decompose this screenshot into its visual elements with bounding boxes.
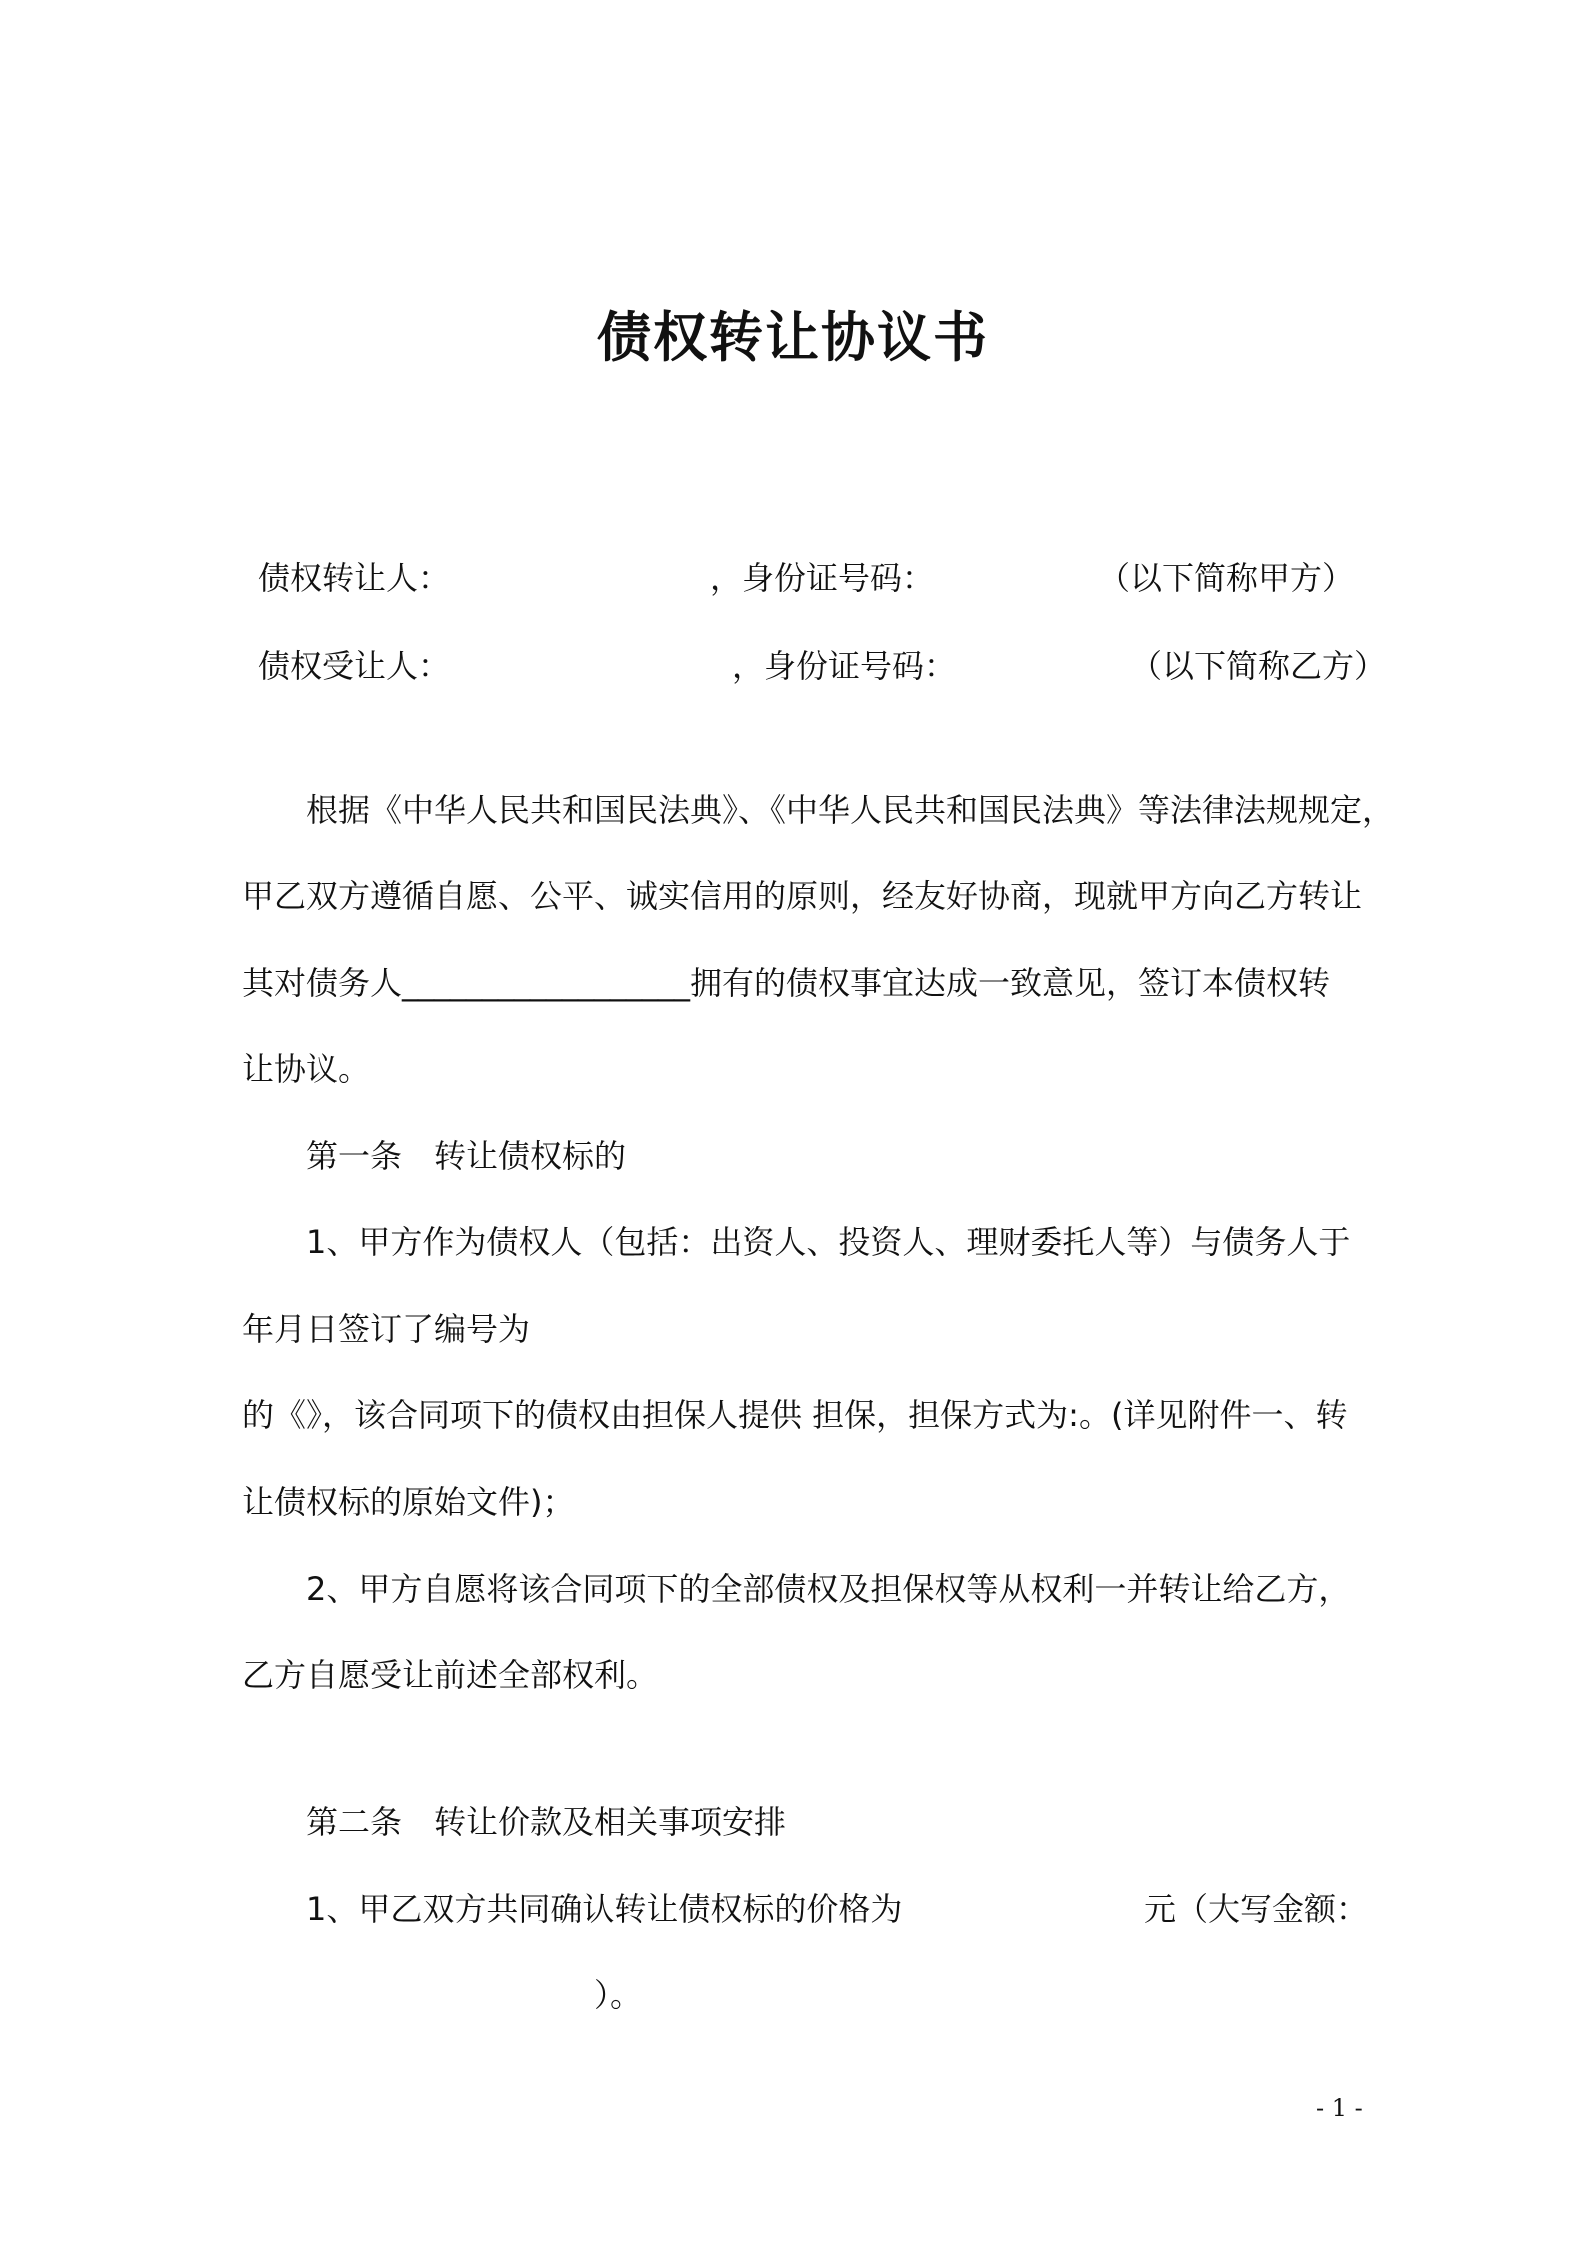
transferor-line <box>0 555 1586 601</box>
article2-clause1-left: 1、甲乙双方共同确认转让债权标的价格为 <box>306 1890 903 1928</box>
preamble-line-4: 让协议。 <box>242 1050 371 1088</box>
transferor-alias: （以下简称甲方） <box>1098 559 1355 597</box>
preamble-line-2: 甲乙双方遵循自愿、公平、诚实信用的原则，经友好协商，现就甲方向乙方转让 <box>242 877 1363 915</box>
article1-clause1-line-2: 年月日签订了编号为 <box>242 1310 531 1348</box>
transferee-line <box>0 643 1586 689</box>
article1-clause1-line-1: 1、甲方作为债权人（包括：出资人、投资人、理财委托人等）与债务人于 <box>306 1223 1351 1261</box>
transferee-id-label: ，身份证号码： <box>732 647 957 685</box>
article2-clause1-line <box>0 1886 1586 1932</box>
preamble-line-1: 根据《中华人民共和国民法典》、《中华人民共和国民法典》等法律法规规定， <box>306 791 1395 829</box>
article1-clause1-line-3: 的《》，该合同项下的债权由担保人提供 担保，担保方式为:。(详见附件一、转 <box>242 1396 1348 1434</box>
article1-clause2-line-1: 2、甲方自愿将该合同项下的全部债权及担保权等从权利一并转让给乙方， <box>306 1570 1351 1608</box>
page-number: - 1 - <box>1316 2094 1363 2122</box>
article2-clause1-end: ）。 <box>594 1976 643 2014</box>
article1-clause1-line-4: 让债权标的原始文件)； <box>242 1483 575 1521</box>
article2-heading: 第二条 转让价款及相关事项安排 <box>306 1803 787 1841</box>
article1-heading: 第一条 转让债权标的 <box>306 1137 627 1175</box>
article1-clause2-line-2: 乙方自愿受让前述全部权利。 <box>242 1656 659 1694</box>
transferee-alias: （以下简称乙方） <box>1130 647 1387 685</box>
preamble-line-3: 其对债务人__________________拥有的债权事宜达成一致意见，签订本债权转 <box>242 964 1331 1002</box>
transferor-label: 债权转让人： <box>258 559 451 597</box>
transferee-label: 债权受让人： <box>258 647 451 685</box>
document-title: 债权转让协议书 <box>597 306 989 369</box>
article2-clause1-right: 元（大写金额： <box>1144 1890 1369 1928</box>
transferor-id-label: ，身份证号码： <box>710 559 935 597</box>
